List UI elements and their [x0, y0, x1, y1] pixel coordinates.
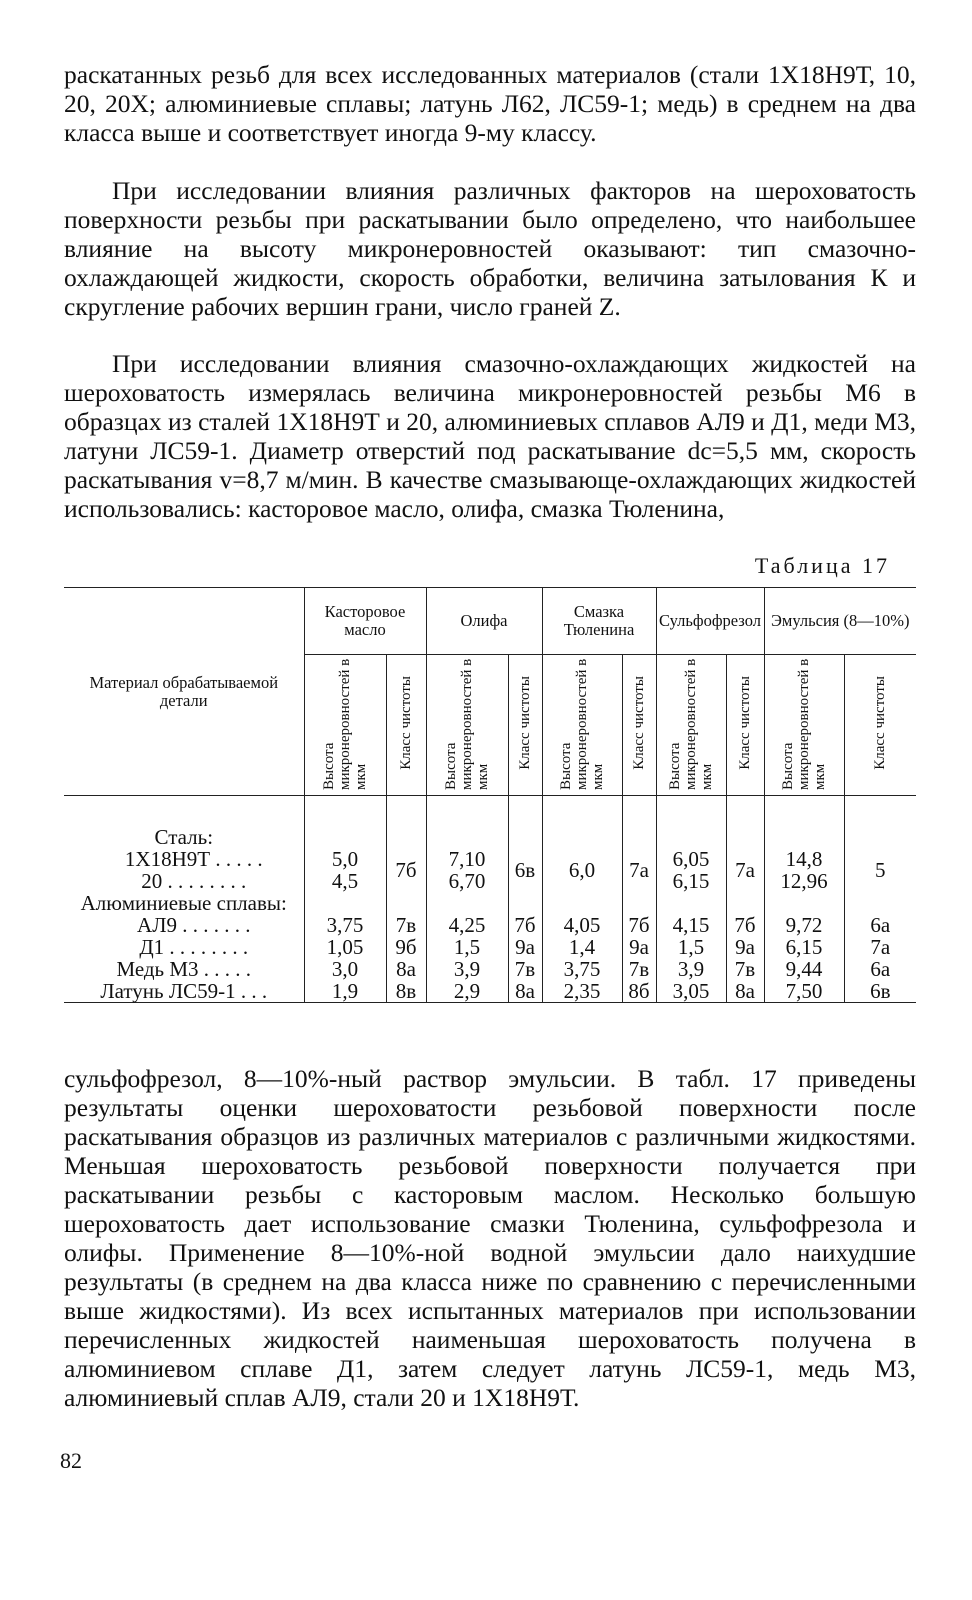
table-row: [64, 848, 916, 870]
value-cell: 3,0: [304, 958, 386, 980]
group-sulfofrezol: Сульфофрезол: [656, 588, 764, 655]
class-cell: 7б: [386, 848, 426, 892]
subheader-class: Класс чистоты: [622, 655, 656, 796]
table-row: [64, 892, 916, 914]
table-row: [64, 980, 916, 1002]
value-cell: 9,72: [764, 914, 844, 936]
material-cell: 1Х18Н9Т . . . . .: [124, 847, 263, 871]
value-cell: 4,05: [542, 914, 622, 936]
paragraph-factors: При исследовании влияния различных факторов на шероховатость поверхности резьбы при раскатывании было определено, что наибольшее влияние на высоту микронеровностей оказывают: тип смазочно-охлаждающей жидкости, скорость обработки, величина затылования К и скругление рабочих вершин грани, число граней Z.: [64, 176, 916, 321]
class-cell: 7в: [622, 958, 656, 980]
material-header: Материал обрабатываемой детали: [64, 588, 304, 796]
material-cell: АЛ9 . . . . . . .: [137, 913, 251, 937]
class-cell: 7а: [844, 936, 916, 958]
section-label: Сталь:: [154, 825, 214, 849]
subheader-height: Высота микронеровностей в мкм: [426, 655, 508, 796]
class-cell: 8а: [726, 980, 764, 1002]
class-cell: 6а: [844, 958, 916, 980]
value-cell: 12,96: [764, 870, 844, 892]
paragraph-results: сульфофрезол, 8—10%-ный раствор эмульсии. В табл. 17 приведены результаты оценки шероховатости резьбовой поверхности после раскатывания образцов из различных материалов с различными жидкостями. Меньшая шероховатость резьбовой поверхности получается при раскатывании резьбы с касторовым маслом. Несколько большую шероховатость дает использование смазки Тюленина, сульфофрезола и олифы. Применение 8—10%-ной водной эмульсии дало наихудшие результаты (в среднем на два класса ниже по сравнению с перечисленными выше жидкостями). Из всех испытанных материалов при использовании перечисленных жидкостей наименьшая шероховатость получена в алюминиевом сплаве Д1, затем следует латунь ЛС59-1, медь М3, алюминиевый сплав АЛ9, стали 20 и 1Х18Н9Т.: [64, 1064, 916, 1412]
group-emulsion: Эмульсия (8—10%): [764, 588, 916, 655]
paragraph-lubricants: При исследовании влияния смазочно-охлаждающих жидкостей на шероховатость измерялась величина микронеровностей резьбы М6 в образцах из сталей 1Х18Н9Т и 20, алюминиевых сплавов АЛ9 и Д1, меди М3, латуни ЛС59-1. Диаметр отверстий под раскатывание dс=5,5 мм, скорость раскатывания v=8,7 м/мин. В качестве смазывающе-охлаждающих жидкостей использовались: касторовое масло, олифа, смазка Тюленина,: [64, 349, 916, 523]
table-row: [64, 958, 916, 980]
paragraph-continuation: раскатанных резьб для всех исследованных материалов (стали 1Х18Н9Т, 10, 20, 20Х; алюминиевые сплавы; латунь Л62, ЛС59-1; медь) в среднем на два класса выше и соответствует иногда 9-му классу.: [64, 60, 916, 147]
section-label: Алюминиевые сплавы:: [80, 891, 287, 915]
class-cell: 7а: [622, 848, 656, 892]
value-cell: 2,35: [542, 980, 622, 1002]
value-cell: 6,70: [426, 870, 508, 892]
value-cell: 6,0: [542, 848, 622, 892]
class-cell: 6в: [508, 848, 542, 892]
class-cell: 6а: [844, 914, 916, 936]
class-cell: 7б: [726, 914, 764, 936]
table-row: [64, 914, 916, 936]
subheader-height: Высота микронеровностей в мкм: [764, 655, 844, 796]
value-cell: 5,0: [304, 848, 386, 870]
value-cell: 4,5: [304, 870, 386, 892]
class-cell: 8в: [386, 980, 426, 1002]
value-cell: 4,25: [426, 914, 508, 936]
group-olifa: Олифа: [426, 588, 542, 655]
table-row: [64, 826, 916, 848]
value-cell: 1,05: [304, 936, 386, 958]
value-cell: 14,8: [764, 848, 844, 870]
class-cell: 8б: [622, 980, 656, 1002]
value-cell: 3,9: [656, 958, 726, 980]
value-cell: 7,10: [426, 848, 508, 870]
page-number: 82: [60, 1448, 82, 1473]
value-cell: 1,5: [426, 936, 508, 958]
subheader-class: Класс чистоты: [844, 655, 916, 796]
material-cell: 20 . . . . . . . .: [141, 869, 247, 893]
roughness-table: [64, 587, 916, 1003]
subheader-height: Высота микронеровностей в мкм: [656, 655, 726, 796]
class-cell: 8а: [386, 958, 426, 980]
table-row: [64, 870, 916, 892]
value-cell: 1,9: [304, 980, 386, 1002]
group-tyulenin: Смазка Тюленина: [542, 588, 656, 655]
value-cell: 3,75: [304, 914, 386, 936]
value-cell: 3,9: [426, 958, 508, 980]
subheader-height: Высота микронеровностей в мкм: [542, 655, 622, 796]
value-cell: 4,15: [656, 914, 726, 936]
group-castor-oil: Касторовое масло: [304, 588, 426, 655]
value-cell: 6,05: [656, 848, 726, 870]
class-cell: 9а: [622, 936, 656, 958]
class-cell: 9б: [386, 936, 426, 958]
class-cell: 7б: [622, 914, 656, 936]
table-row: [64, 936, 916, 958]
subheader-class: Класс чистоты: [386, 655, 426, 796]
value-cell: 6,15: [656, 870, 726, 892]
material-cell: Латунь ЛС59-1 . . .: [100, 979, 268, 1003]
table-caption: Таблица 17: [754, 553, 890, 578]
subheader-class: Класс чистоты: [508, 655, 542, 796]
value-cell: 3,75: [542, 958, 622, 980]
class-cell: 7в: [726, 958, 764, 980]
material-cell: Медь М3 . . . . .: [116, 957, 252, 981]
class-cell: 7б: [508, 914, 542, 936]
class-cell: 7в: [508, 958, 542, 980]
subheader-height: Высота микронеровностей в мкм: [304, 655, 386, 796]
value-cell: 1,4: [542, 936, 622, 958]
class-cell: 9а: [726, 936, 764, 958]
value-cell: 9,44: [764, 958, 844, 980]
class-cell: 6в: [844, 980, 916, 1002]
class-cell: 5: [844, 848, 916, 892]
value-cell: 7,50: [764, 980, 844, 1002]
class-cell: 7а: [726, 848, 764, 892]
value-cell: 6,15: [764, 936, 844, 958]
subheader-class: Класс чистоты: [726, 655, 764, 796]
class-cell: 8а: [508, 980, 542, 1002]
class-cell: 9а: [508, 936, 542, 958]
value-cell: 3,05: [656, 980, 726, 1002]
value-cell: 1,5: [656, 936, 726, 958]
value-cell: 2,9: [426, 980, 508, 1002]
class-cell: 7в: [386, 914, 426, 936]
material-cell: Д1 . . . . . . . .: [139, 935, 249, 959]
